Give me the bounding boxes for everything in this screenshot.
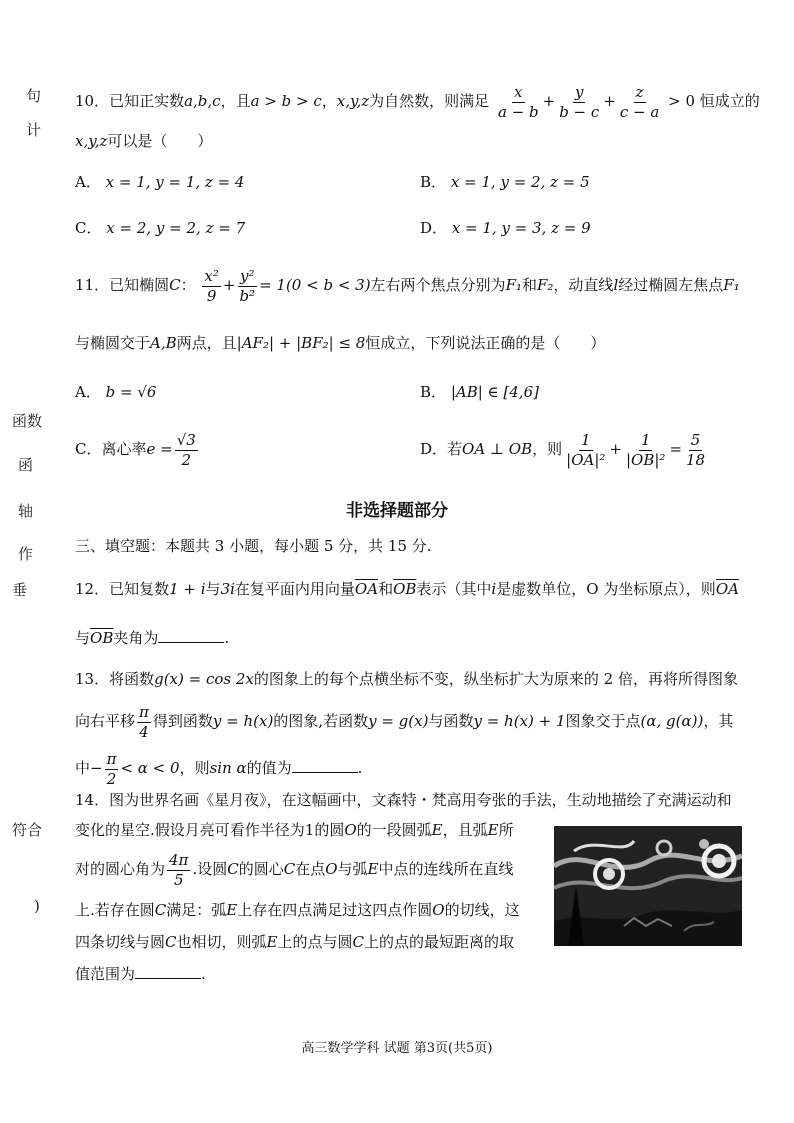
section3-heading: 三、填空题：本题共 3 小题，每小题 5 分，共 15 分. [75, 537, 432, 555]
q10-text: 为自然数，则满足 [369, 92, 490, 110]
q13-line1: 13．将函数g(x) = cos 2x的图象上的每个点横坐标不变，纵坐标扩大为原来的 2 倍，再将所得图象 [75, 670, 738, 688]
q11-ellipse-term-y: $\frac{\text{y²}}{\text{b²}}$ [239, 267, 256, 305]
q11-ellipse-term-x: $\frac{\text{x²}}{9}$ [204, 267, 219, 305]
q11-d-fraction-2: $\frac{1}{\text{|OB|²}}$ [625, 431, 666, 469]
q14-line1: 14．图为世界名画《星月夜》，在这幅画中，文森特・梵高用夸张的手法，生动地描绘了充满运动和 [75, 791, 732, 809]
q14-line6: 值范围为 . [75, 965, 206, 983]
q10-line1: 10．已知正实数a,b,c，且a > b > c，x,y,z为自然数，则满足 $\frac{x}{a - b}$ + $\frac{y}{b - c}$ + $\frac{z}{c - a}$ > 0 恒成立的 [75, 83, 760, 121]
q12-answer-blank[interactable] [158, 630, 224, 643]
q11-option-d: D．若OA ⊥ OB，则 $\frac{1}{\text{|OA|²}}$ + $\frac{1}{\text{|OB|²}}$ = $\frac{5}{18}$ [420, 431, 706, 469]
q11-line2: 与椭圆交于A,B两点，且|AF₂| + |BF₂| ≤ 8恒成立，下列说法正确的是（ ） [75, 334, 606, 352]
margin-char-fuhe: 符合 [12, 821, 43, 839]
q13-bound-fraction: $\frac{\pi}{2}$ [106, 750, 117, 788]
starry-night-image [554, 826, 742, 946]
q10-fraction-3: $\frac{z}{c - a}$ [619, 83, 660, 121]
q14-line5: 四条切线与圆C也相切，则弧E上的点与圆C上的点的最短距离的取 [75, 933, 514, 951]
q13-line3: 中− $\frac{\pi}{2}$ < α < 0，则sin α的值为 . [75, 750, 363, 788]
q10-text: ， [321, 92, 337, 110]
q14-line4: 上.若存在圆C满足：弧E上存在四点满足过这四点作圆O的切线，这 [75, 901, 520, 919]
q11-eccentricity-fraction: $\frac{√3}{2}$ [176, 431, 196, 469]
q10-text: 10．已知正实数 [75, 92, 185, 110]
margin-char-han: 函 [18, 456, 34, 474]
q11-d-fraction-3: $\frac{5}{18}$ [686, 431, 706, 469]
margin-char-ji: 计 [26, 121, 42, 139]
q13-shift-fraction: $\frac{\pi}{4}$ [139, 703, 149, 741]
q10-line2 [75, 133, 212, 150]
margin-char-hanshu: 函数 [12, 412, 43, 430]
q13-answer-blank[interactable] [292, 760, 358, 773]
q14-line3: 对的圆心角为 $\frac{4\pi}{5}$ .设圆C的圆心C在点O与弧E中点的连线所在直线 [75, 851, 514, 889]
q11-line1: 11．已知椭圆C： $\frac{\text{x²}}{9}$ + $\frac{\text{y²}}{\text{b²}}$ = 1(0 < b < 3)左右两个焦点分别为F₁和F₂，动直线l经过椭圆左焦点F₁ [75, 267, 740, 305]
q11-d-fraction-1: $\frac{1}{\text{|OA|²}}$ [566, 431, 606, 469]
q10-option-a: A． x = 1, y = 1, z = 4 [75, 173, 245, 191]
q10-option-c: C． x = 2, y = 2, z = 7 [75, 219, 246, 237]
page-footer: 高三数学学科 试题 第3页(共5页) [301, 1041, 493, 1056]
q10-text: > 0 恒成立的 [668, 92, 760, 110]
margin-char-ju: 句 [26, 87, 42, 105]
q10-option-b: B． x = 1, y = 2, z = 5 [420, 173, 590, 191]
q10-xyz: x,y,z [75, 132, 108, 150]
q10-option-d: D． x = 1, y = 3, z = 9 [420, 219, 591, 237]
q11-option-c: C．离心率e = $\frac{√3}{2}$ [75, 431, 196, 469]
q11-option-b: B． |AB| ∈ [4,6] [420, 383, 539, 401]
q10-text: ，且 [220, 92, 251, 110]
q13-line2: 向右平移 $\frac{\pi}{4}$ 得到函数y = h(x)的图象,若函数y = g(x)与函数y = h(x) + 1图象交于点(α, g(α))，其 [75, 703, 734, 741]
q14-line2: 变化的星空.假设月亮可看作半径为1的圆O的一段圆弧E，且弧E所 [75, 821, 514, 839]
margin-char-paren: ) [34, 897, 40, 915]
q12-line1: 12．已知复数1 + i与3i在复平面内用向量$\overline{OA}$和$\overline{OB}$表示（其中i是虚数单位，O 为坐标原点），则$\overline{OA}$ [75, 580, 739, 598]
q10-text: 可以是（ ） [107, 132, 213, 150]
starry-night-illustration [554, 826, 742, 946]
section-title: 非选择题部分 [346, 501, 448, 521]
q14-angle-fraction: $\frac{4\pi}{5}$ [169, 851, 189, 889]
q10-fraction-1: $\frac{x}{a - b}$ [497, 83, 539, 121]
q10-xyz: x,y,z [336, 92, 370, 110]
q12-line2: 与$\overline{OB}$夹角为 . [75, 629, 230, 647]
q10-vars: a,b,c [184, 92, 221, 110]
q11-option-a: A． b = √6 [75, 383, 157, 401]
margin-char-zhou: 轴 [18, 502, 34, 520]
q14-answer-blank[interactable] [135, 966, 201, 979]
margin-char-zuo: 作 [18, 545, 34, 563]
q10-fraction-2: $\frac{y}{b - c}$ [559, 83, 600, 121]
q10-ineq: a > b > c [250, 92, 322, 110]
margin-char-chui: 垂 [12, 581, 28, 599]
